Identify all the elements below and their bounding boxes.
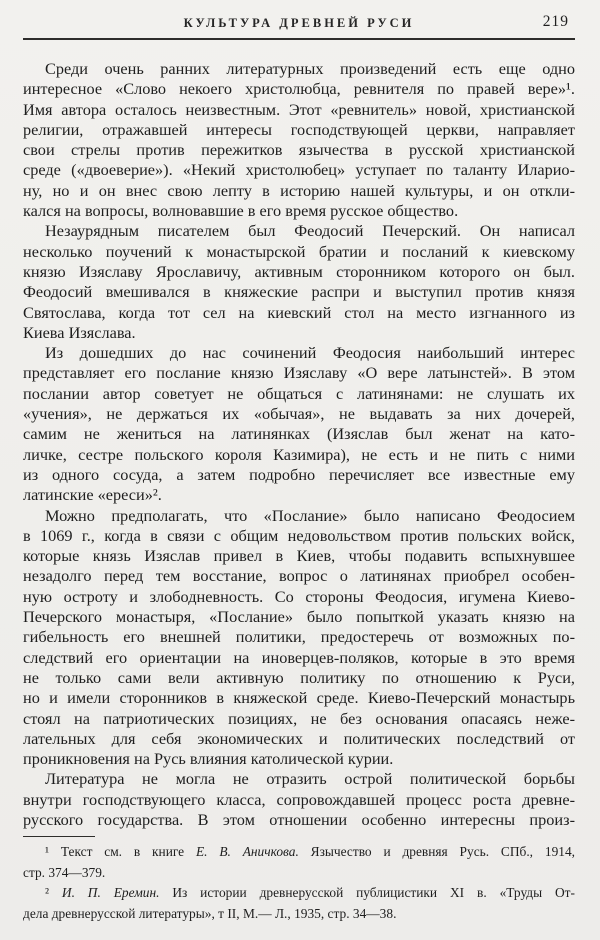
text-segment: стр. 374—379. [23,864,106,880]
text-line [23,688,575,708]
text-segment: гибельность его внешней политики, предостеречь от возможных по- [23,627,575,647]
text-segment: ¹ Текст см. в книге [45,844,196,860]
text-line [23,424,575,444]
page-header [23,13,575,33]
text-line [23,729,575,749]
text-segment: среде («двоеверие»). «Некий христолюбец» уступает по таланту Иларио- [23,160,575,180]
text-segment: Из дошедших до нас сочинений Феодосия наибольший интерес [45,343,575,363]
text-segment: ² [45,885,62,901]
text-segment: Печерского монастыря, «Послание» было попыткой указать князю на [23,607,575,627]
page-number: 219 [542,13,569,30]
body-paragraph [23,59,575,221]
text-segment: Имя автора осталось неизвестным. Этот «ревнитель» новой, христианской [23,99,575,119]
text-segment: стоял на патриотических позициях, не без основания опасаясь неже- [23,708,575,728]
text-line [23,221,575,241]
text-line [23,842,575,863]
text-segment: из одного сосуда, а затем подробно перечисляет все известные ему [23,464,575,484]
text-line [23,59,575,79]
text-segment: «учения», не держаться их «обычая», не выдавать за них дочерей, [23,404,575,424]
text-segment: Незаурядным писателем был Феодосий Печерский. Он написал [45,221,575,241]
text-line [23,465,575,485]
footnote-block [23,842,575,924]
text-line [23,587,575,607]
text-segment: внутри господствующего класса, сопровождавшей процесс роста древне- [23,789,575,809]
text-line [23,343,575,363]
text-segment: свои стрелы против пережитков язычества в русской христианской [23,140,575,160]
text-segment: Киева Изяслава. [23,322,136,342]
text-line [23,863,575,884]
text-line [23,160,575,180]
text-segment: Святослава, когда тот сел на киевский стол на место изгнанного из [23,302,575,322]
text-line [23,445,575,465]
text-line [23,566,575,586]
text-line [23,282,575,302]
text-line [23,648,575,668]
header-rule [23,38,575,40]
text-segment: Язычество и древняя Русь. СПб., 1914, [298,844,575,860]
text-line [23,181,575,201]
text-line [23,100,575,120]
text-line [23,790,575,810]
text-segment: ную остроту и злободневность. Со стороны Феодосия, игумена Киево- [23,586,575,606]
text-line [23,526,575,546]
text-segment: лательных для себя экономических и политических последствий от [23,728,575,748]
body-paragraph [23,343,575,505]
text-line [23,546,575,566]
text-segment: кался на вопросы, волновавшие в его время русское общество. [23,201,459,221]
text-line [23,404,575,424]
text-line [23,242,575,262]
text-segment: проникновения на Русь влияния католической курии. [23,749,394,769]
text-segment: латинские «ереси»². [23,485,162,505]
text-segment: князю Изяславу Ярославичу, активным сторонником которого он был. [23,261,575,281]
text-line [23,384,575,404]
text-segment: дела древнерусской литературы», т II, М.— Л., 1935, стр. 34—38. [23,906,397,922]
text-segment: представляет его послание князю Изяславу «О вере латынстей». В этом [23,363,575,383]
text-line [23,668,575,688]
text-segment: которые князь Изяслав привел в Киев, чтобы подавить вспыхнувшее [23,546,575,566]
text-segment: Среди очень ранних литературных произведений есть еще одно [45,59,575,78]
text-segment: послании автор советует не общаться с латинянами: не слушать их [23,383,575,403]
italic-text: И. П. Еремин. [61,885,160,901]
text-segment: интересное «Слово некоего христолюбца, ревнителя по правей вере»¹. [23,79,575,99]
text-line [23,485,575,505]
text-line [23,506,575,526]
text-line [23,810,575,830]
text-line [23,769,575,789]
body-paragraph [23,769,575,830]
text-segment: самим не жениться на латинянках (Изяслав был женат на като- [23,424,575,444]
text-segment: не только сами вели активную политику по отношению к Руси, [23,667,575,687]
footnote-paragraph [23,842,575,883]
text-segment: личке, сестре польского короля Казимира), не есть и не пить с ними [23,444,575,464]
text-line [23,607,575,627]
text-line [23,262,575,282]
text-line [23,709,575,729]
text-line [23,363,575,383]
footnote-paragraph [23,883,575,924]
text-segment: Из истории древнерусской публицистики XI в. «Труды От- [159,885,575,901]
text-segment: в 1069 г., когда в связи с общим недовольством против польских войск, [23,525,575,545]
text-block [23,59,575,830]
text-line [23,201,575,221]
text-segment: следствий его ориентации на иноверцев-поляков, которые в это время [23,647,575,667]
text-line [23,749,575,769]
text-segment: но и имели сторонников в княжеской среде. Киево-Печерский монастырь [23,688,575,708]
text-line [23,120,575,140]
text-segment: Можно предполагать, что «Послание» было написано Феодосием [45,505,575,525]
text-segment: Феодосий вмешивался в княжеские распри и выступил против князя [23,282,575,302]
text-line [23,904,575,925]
body-paragraph [23,506,575,770]
text-segment: ну, но и он внес свою лепту в историю нашей культуры, и он откли- [23,180,575,200]
footnote-separator [23,836,95,837]
text-line [23,140,575,160]
text-segment: русского государства. В этом отношении особенно интересны произ- [23,809,575,829]
text-line [23,627,575,647]
text-line [23,79,575,99]
text-segment: Литература не могла не отразить острой политической борьбы [45,769,575,789]
page-content [23,0,575,925]
text-segment: религии, отражавшей интересы господствующей церкви, направляет [23,119,575,139]
text-segment: несколько поучений к монастырской братии и посланий к киевскому [23,241,575,261]
italic-text: Е. В. Аничкова. [195,844,299,860]
text-line [23,323,575,343]
body-paragraph [23,221,575,343]
text-line [23,883,575,904]
text-line [23,303,575,323]
text-segment: незадолго перед тем восстание, вопрос о латинянах приобрел особен- [23,566,575,586]
running-head: КУЛЬТУРА ДРЕВНЕЙ РУСИ [183,16,415,30]
